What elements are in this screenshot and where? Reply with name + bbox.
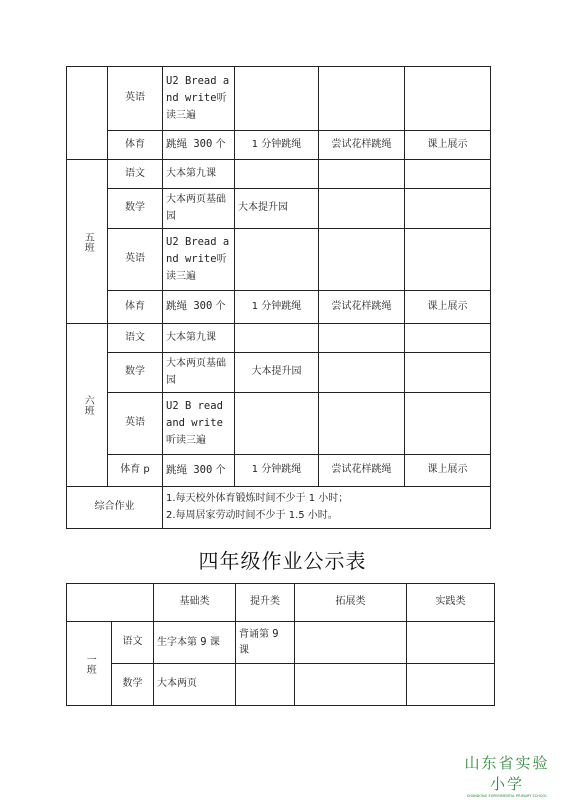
improve-part: 课 xyxy=(239,645,249,656)
basic-part: U2 Bread and write xyxy=(166,235,230,266)
comprehensive-line: 1.每天校外体育锻炼时间不少于 1 小时； xyxy=(166,493,349,504)
basic-part: 个 xyxy=(215,464,226,476)
subject-cell: 英语 xyxy=(108,393,163,455)
table-row xyxy=(67,67,491,131)
basic-part: 生字本第 xyxy=(157,636,197,648)
practice-cell: 课上展示 xyxy=(405,455,491,487)
table-row xyxy=(67,664,495,706)
improve-cell xyxy=(235,393,319,455)
class-cell xyxy=(67,67,108,160)
page-title: 四年级作业公示表 xyxy=(198,549,367,573)
table-row xyxy=(67,622,495,664)
subject-cell: 体育 xyxy=(108,131,163,160)
table-row xyxy=(67,324,491,353)
practice-cell xyxy=(407,664,495,706)
basic-part: U2 B read and write xyxy=(166,399,223,430)
subject-cell: 体育 p xyxy=(108,455,163,487)
practice-cell xyxy=(405,229,491,291)
improve-part: 背诵第 xyxy=(239,628,269,640)
basic-part: 跳绳 300 xyxy=(166,138,213,151)
extend-cell xyxy=(319,67,405,131)
table-header-row xyxy=(67,584,495,622)
subject-cell: 数学 xyxy=(112,664,154,706)
basic-part: 个 xyxy=(215,139,226,151)
grade4-homework-table xyxy=(66,583,495,706)
basic-cell: 大本两页 xyxy=(154,664,236,706)
basic-cell: 大本第九课 xyxy=(163,324,235,353)
comprehensive-line: 2.每周居家劳动时间不少于 1.5 小时。 xyxy=(166,509,338,521)
improve-cell xyxy=(235,229,319,291)
extend-cell xyxy=(319,353,405,393)
table-row xyxy=(67,291,491,324)
basic-part: 课 xyxy=(209,636,220,648)
subject-cell: 英语 xyxy=(108,229,163,291)
class-cell: 六班 xyxy=(67,324,108,487)
basic-part: 跳绳 300 xyxy=(166,463,213,476)
school-name-en: SHANDONG EXPERIMENTAL PRIMARY SCHOOL xyxy=(466,794,548,798)
practice-cell xyxy=(405,189,491,229)
improve-cell: 大本提升园 xyxy=(235,189,319,229)
basic-part: U2 Bread and write xyxy=(166,74,230,105)
subject-cell: 英语 xyxy=(108,67,163,131)
extend-cell xyxy=(319,324,405,353)
comprehensive-label: 综合作业 xyxy=(67,487,163,529)
basic-part: 听读三遍 xyxy=(166,434,206,446)
header-cell xyxy=(67,584,154,622)
practice-cell: 课上展示 xyxy=(405,291,491,324)
header-cell: 拓展类 xyxy=(295,584,407,622)
practice-cell xyxy=(405,67,491,131)
class-cell: 一班 xyxy=(67,622,112,706)
practice-cell xyxy=(407,622,495,664)
basic-part: 9 xyxy=(200,635,207,648)
table-row xyxy=(67,189,491,229)
basic-part: 听读三遍 xyxy=(166,254,227,282)
table-row xyxy=(67,455,491,487)
header-cell: 实践类 xyxy=(407,584,495,622)
extend-cell: 尝试花样跳绳 xyxy=(319,291,405,324)
table-row xyxy=(67,353,491,393)
extend-cell xyxy=(319,160,405,189)
basic-part: 个 xyxy=(215,301,226,313)
header-cell: 基础类 xyxy=(154,584,236,622)
improve-cell xyxy=(236,664,295,706)
practice-cell xyxy=(405,353,491,393)
extend-cell xyxy=(295,622,407,664)
improve-cell: 大本提升园 xyxy=(235,353,319,393)
homework-table-continued xyxy=(66,66,491,529)
extend-cell xyxy=(319,229,405,291)
header-cell: 提升类 xyxy=(236,584,295,622)
subject-cell: 数学 xyxy=(108,353,163,393)
basic-cell xyxy=(163,291,235,324)
practice-cell xyxy=(405,324,491,353)
extend-cell xyxy=(319,189,405,229)
basic-part: 跳绳 300 xyxy=(166,300,213,313)
basic-cell: 大本第九课 xyxy=(163,160,235,189)
table-row xyxy=(67,393,491,455)
subject-cell: 语文 xyxy=(108,160,163,189)
basic-cell: 大本两页基础园 xyxy=(163,189,235,229)
improve-part: 9 xyxy=(272,627,279,640)
improve-cell: 1 分钟跳绳 xyxy=(235,131,319,160)
extend-cell xyxy=(295,664,407,706)
extend-cell xyxy=(319,393,405,455)
extend-cell: 尝试花样跳绳 xyxy=(319,455,405,487)
basic-cell xyxy=(163,131,235,160)
improve-cell: 1 分钟跳绳 xyxy=(235,291,319,324)
improve-cell xyxy=(235,160,319,189)
table-row xyxy=(67,229,491,291)
comprehensive-content xyxy=(163,487,491,529)
basic-cell xyxy=(163,455,235,487)
extend-cell: 尝试花样跳绳 xyxy=(319,131,405,160)
school-logo xyxy=(457,752,557,798)
basic-cell xyxy=(154,622,236,664)
practice-cell: 课上展示 xyxy=(405,131,491,160)
practice-cell xyxy=(405,160,491,189)
subject-cell: 语文 xyxy=(108,324,163,353)
practice-cell xyxy=(405,393,491,455)
basic-cell xyxy=(163,393,235,455)
basic-cell xyxy=(163,229,235,291)
subject-cell: 语文 xyxy=(112,622,154,664)
improve-cell: 1 分钟跳绳 xyxy=(235,455,319,487)
improve-cell xyxy=(235,67,319,131)
school-name-cn: 山东省实验小学 xyxy=(464,754,550,793)
subject-cell: 数学 xyxy=(108,189,163,229)
comprehensive-row xyxy=(67,487,491,529)
table-row xyxy=(67,160,491,189)
improve-cell xyxy=(235,324,319,353)
class-cell: 五班 xyxy=(67,160,108,324)
subject-cell: 体育 xyxy=(108,291,163,324)
improve-cell xyxy=(236,622,295,664)
basic-cell xyxy=(163,67,235,131)
basic-cell: 大本两页基础园 xyxy=(163,353,235,393)
basic-part: 听读三遍 xyxy=(166,93,227,121)
table-row xyxy=(67,131,491,160)
